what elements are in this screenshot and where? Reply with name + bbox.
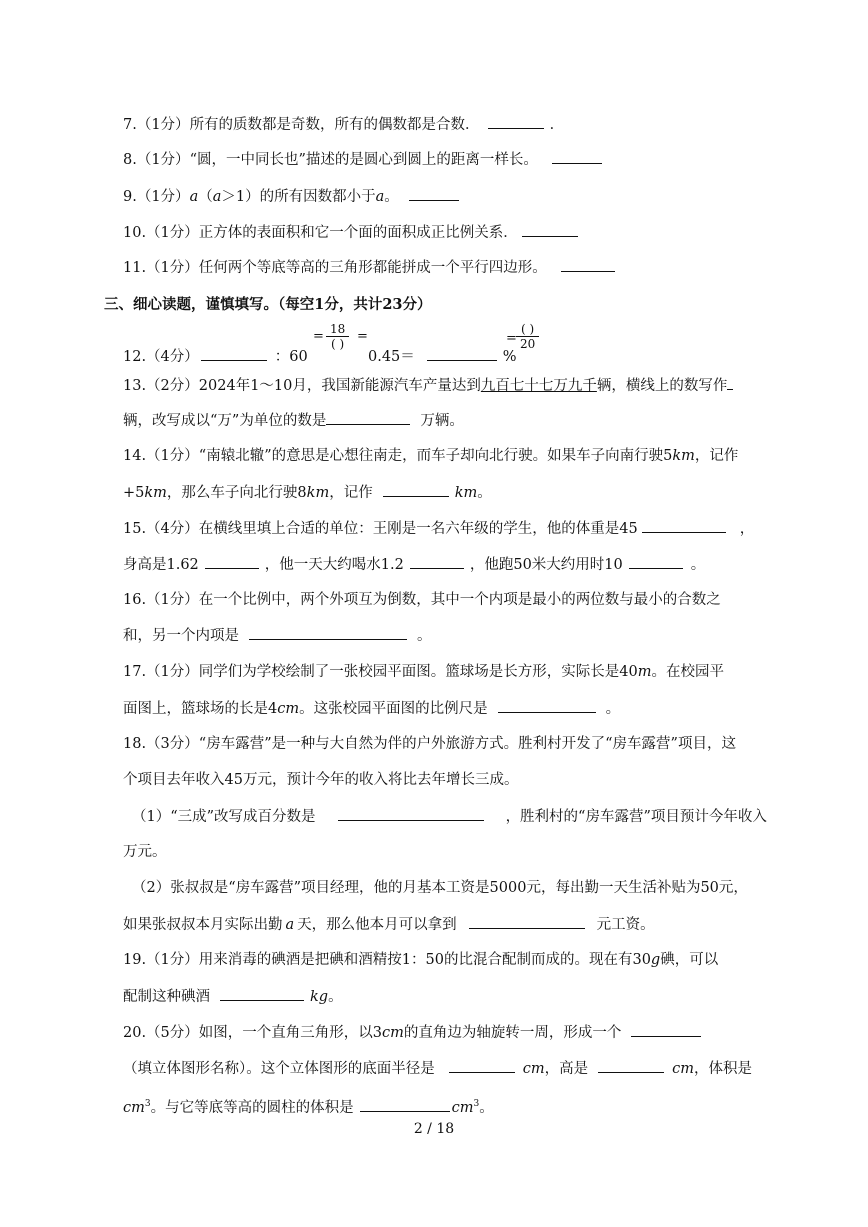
question-number: 16.（1分）: [123, 592, 199, 608]
question-18-part1-line2: 万元。: [123, 844, 167, 860]
answer-blank[interactable]: [561, 257, 615, 272]
question-14-line2: +5km，那么车子向北行驶8km，记作 km。: [123, 482, 492, 503]
question-20-line3: $cm^3$。与它等底等高的圆柱的体积是 $cm^3$。: [123, 1094, 494, 1118]
question-11: [123, 257, 615, 278]
question-18-part2: （2）张叔叔是“房车露营”项目经理，他的月基本工资是5000元，每出勤一天生活补贴为50元，: [132, 880, 748, 896]
equals-sign: =: [357, 329, 368, 344]
answer-blank[interactable]: [469, 914, 585, 929]
answer-blank[interactable]: [201, 346, 267, 361]
question-16: 16.（1分）在一个比例中，两个外项互为倒数，其中一个内项是最小的两位数与最小的合数之: [123, 592, 721, 608]
question-text: “圆，一中同长也”描述的是圆心到圆上的距离一样长。: [189, 152, 538, 168]
question-number: 15.（4分）: [123, 521, 199, 537]
question-10: [123, 222, 578, 243]
question-8: [123, 149, 602, 170]
page-number: 2 / 18: [413, 1121, 455, 1137]
question-19-line2: 配制这种碘酒 kg。: [123, 986, 343, 1007]
question-20-line2: （填立体图形名称）。这个立体图形的底面半径是 cm，高是 cm，体积是: [123, 1058, 752, 1079]
answer-blank[interactable]: [220, 986, 304, 1001]
question-number: 13.（2分）: [123, 378, 199, 394]
answer-blank[interactable]: [383, 482, 449, 497]
answer-blank[interactable]: [205, 554, 259, 569]
equals-sign: =: [313, 329, 324, 344]
answer-blank[interactable]: [642, 518, 726, 533]
question-18-line2: 个项目去年收入45万元，预计今年的收入将比去年增长三成。: [123, 772, 519, 788]
question-number: 14.（1分）: [123, 448, 199, 464]
question-text: 的所有因数都小于: [259, 189, 376, 205]
question-12-cont: 0.45＝ %: [368, 346, 517, 367]
answer-blank[interactable]: [449, 1058, 515, 1073]
section-heading: 三、细心读题，谨慎填写。（每空1分，共计23分）: [104, 296, 432, 313]
question-text: 正方体的表面积和它一个面的面积成正比例关系．: [198, 225, 518, 241]
question-7: 7.（1分）所有的质数都是奇数，所有的偶数都是合数． ．: [123, 114, 564, 135]
answer-blank[interactable]: [427, 346, 497, 361]
underlined-number: 九百七十七万九千: [480, 378, 597, 394]
question-15-line2: 身高是1.62 ，他一天大约喝水1.2 ，他跑50米大约用时10 。: [123, 554, 705, 575]
question-18-part1: （1）“三成”改写成百分数是 ，胜利村的“房车露营”项目预计今年收入: [132, 806, 767, 827]
question-13: 13.（2分）2024年1～10月，我国新能源汽车产量达到九百七十七万九千辆，横线上的数写作: [123, 375, 733, 396]
question-number: 8.（1分）: [123, 152, 190, 168]
question-9: 9.（1分）a（a＞1）的所有因数都小于a。: [123, 186, 459, 207]
question-12: 12.（4分） ：60: [123, 346, 308, 367]
answer-blank[interactable]: [409, 186, 459, 201]
question-20: 20.（5分）如图，一个直角三角形，以3cm的直角边为轴旋转一周，形成一个: [123, 1022, 701, 1043]
equals-sign: =: [506, 331, 517, 346]
question-number: 12.（4分）: [123, 349, 199, 365]
question-18: 18.（3分）“房车露营”是一种与大自然为伴的户外旅游方式。胜利村开发了“房车露营”项目，这: [123, 736, 736, 752]
question-number: 9.（1分）: [123, 189, 190, 205]
question-number: 20.（5分）: [123, 1025, 199, 1041]
question-14: 14.（1分）“南辕北辙”的意思是心想往南走，而车子却向北行驶。如果车子向南行驶5km，记作: [123, 448, 739, 464]
question-17-line2: 面图上，篮球场的长是4cm。这张校园平面图的比例尺是 。: [123, 698, 620, 719]
question-number: 18.（3分）: [123, 736, 199, 752]
answer-blank[interactable]: [522, 222, 578, 237]
fraction: 18 ( ): [326, 322, 349, 351]
question-number: 7.（1分）: [123, 117, 190, 133]
answer-blank[interactable]: [326, 410, 410, 425]
answer-blank[interactable]: [631, 1022, 701, 1037]
answer-blank[interactable]: [552, 149, 602, 164]
answer-blank[interactable]: [629, 554, 683, 569]
answer-blank[interactable]: [410, 554, 464, 569]
question-18-part2-line2: 如果张叔叔本月实际出勤 a 天，那么他本月可以拿到 元工资。: [123, 914, 655, 935]
answer-blank[interactable]: [360, 1097, 450, 1112]
answer-blank[interactable]: [727, 375, 733, 390]
question-16-line2: 和，另一个内项是 。: [123, 625, 432, 646]
answer-blank[interactable]: [249, 625, 407, 640]
answer-blank[interactable]: [488, 114, 544, 129]
fraction: ( ) 20: [516, 322, 539, 351]
question-19: 19.（1分）用来消毒的碘酒是把碘和酒精按1：50的比混合配制而成的。现在有30g碘，可以: [123, 952, 719, 968]
answer-blank[interactable]: [338, 806, 484, 821]
question-number: 10.（1分）: [123, 225, 199, 241]
question-15: 15.（4分）在横线里填上合适的单位：王刚是一名六年级的学生，他的体重是45 ，: [123, 518, 754, 539]
question-number: 11.（1分）: [123, 260, 199, 276]
question-number: 19.（1分）: [123, 952, 199, 968]
question-17: 17.（1分）同学们为学校绘制了一张校园平面图。篮球场是长方形，实际长是40m。在校园平: [123, 664, 724, 680]
answer-blank[interactable]: [498, 698, 596, 713]
question-number: 17.（1分）: [123, 664, 199, 680]
question-text: 所有的质数都是奇数，所有的偶数都是合数．: [189, 117, 480, 133]
answer-blank[interactable]: [598, 1058, 664, 1073]
question-13-line2: 辆，改写成以“万”为单位的数是 万辆。: [123, 410, 464, 431]
question-text: 任何两个等底等高的三角形都能拼成一个平行四边形。: [198, 260, 547, 276]
